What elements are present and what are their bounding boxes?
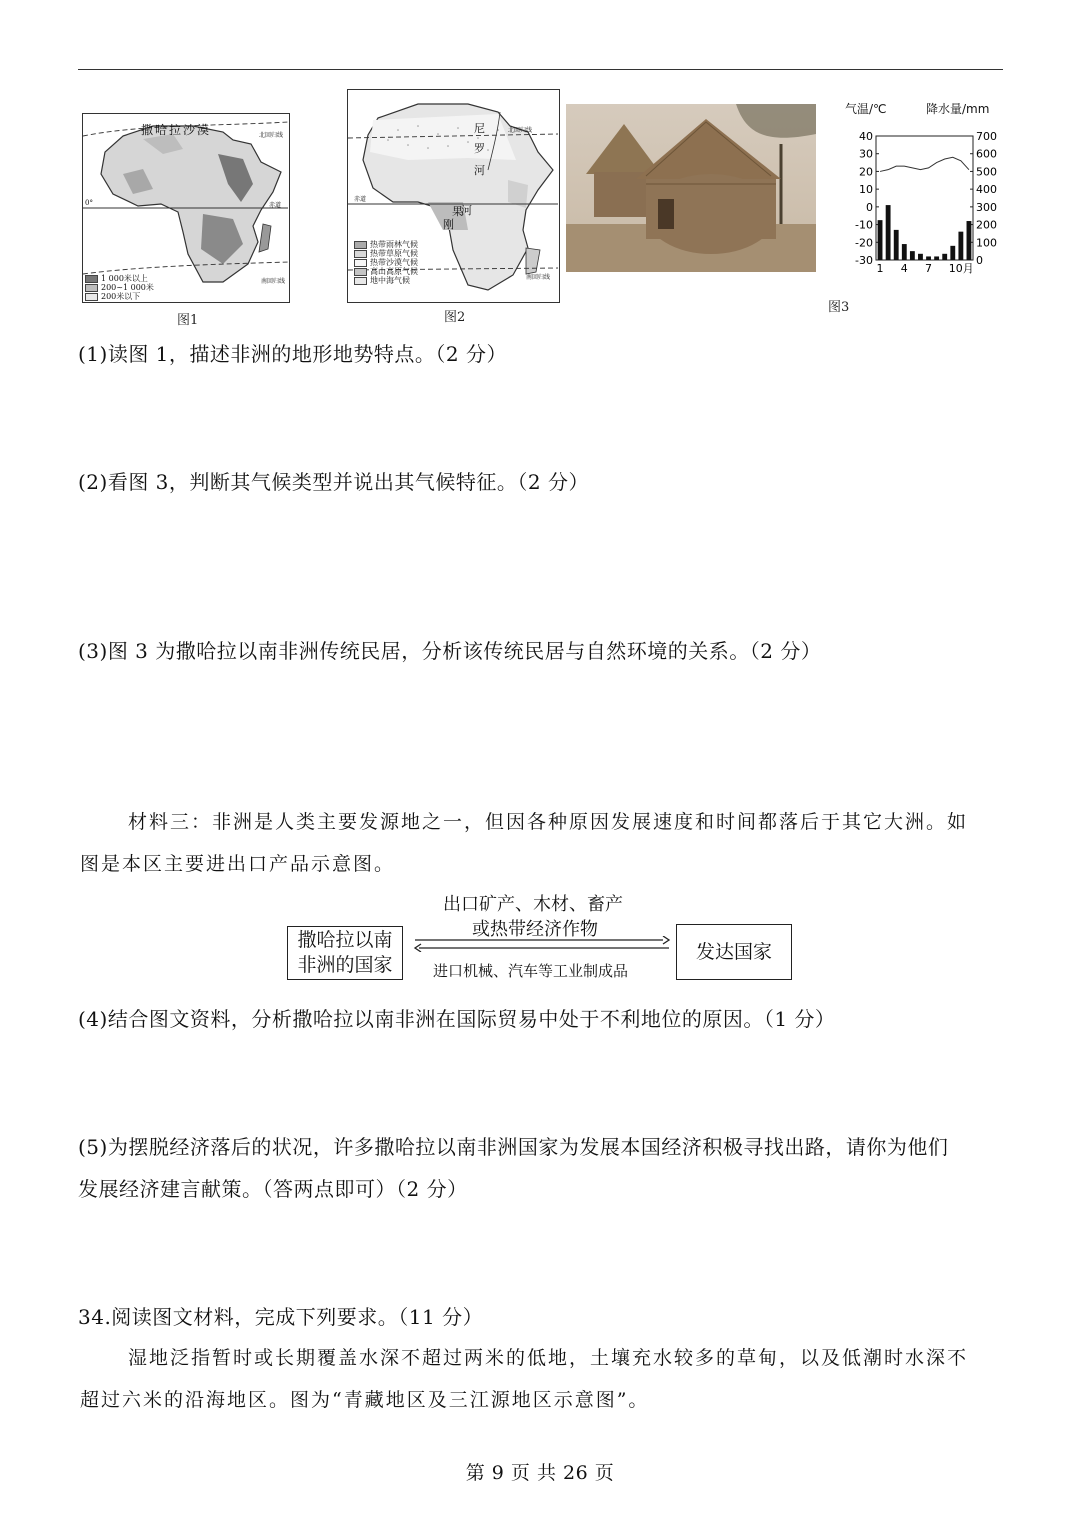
precip-bar xyxy=(886,205,891,260)
precip-bar xyxy=(910,251,915,260)
congo-char-3: 河 xyxy=(461,204,472,217)
left-box-line-1: 撒哈拉以南 xyxy=(297,929,393,951)
legend-swatch xyxy=(354,277,367,285)
fig2-legend-item xyxy=(354,267,418,276)
month-tick-label: 7 xyxy=(925,262,933,275)
legend-label: 热带草原气候 xyxy=(370,249,418,258)
legend-swatch xyxy=(354,259,367,267)
fig1-legend xyxy=(85,274,154,301)
export-label-line-2: 或热带经济作物 xyxy=(472,919,598,940)
figure-3-caption: 图3 xyxy=(828,300,850,315)
africa-relief-svg xyxy=(83,114,288,301)
figure-2-climate-map xyxy=(347,89,560,303)
material-3-line-1: 材料三：非洲是人类主要发源地之一，但因各种原因发展速度和时间都落后于其它大洲。如 xyxy=(128,811,969,833)
fig2-equator-label: 赤道 xyxy=(354,196,367,203)
legend-swatch xyxy=(354,250,367,258)
legend-label: 热带沙漠气候 xyxy=(370,258,418,267)
fig1-legend-item xyxy=(85,274,154,283)
legend-label: 1 000米以上 xyxy=(101,274,148,283)
precip-tick-label: 0 xyxy=(976,254,983,267)
precip-bar xyxy=(942,254,947,260)
precip-axis-title: 降水量/mm xyxy=(926,102,990,116)
temp-tick-label: 0 xyxy=(866,200,873,214)
figure-1-relief-map xyxy=(82,113,290,303)
nile-char-1: 尼 xyxy=(474,122,485,135)
import-label: 进口机械、汽车等工业制成品 xyxy=(433,962,629,980)
legend-label: 200米以下 xyxy=(101,292,141,301)
month-tick-label: 4 xyxy=(900,262,908,275)
temp-tick-label: 20 xyxy=(859,165,873,179)
climate-chart xyxy=(838,98,1013,278)
trade-flow-diagram xyxy=(285,886,795,982)
question-34-text-line-1: 湿地泛指暂时或长期覆盖水深不超过两米的低地，土壤充水较多的草甸，以及低潮时水深不 xyxy=(128,1347,969,1369)
legend-label: 地中海气候 xyxy=(370,276,410,285)
fig1-equator-label: 赤道 xyxy=(269,202,282,209)
fig1-tropic-capricorn-label: 南回归线 xyxy=(261,278,286,285)
nile-char-3: 河 xyxy=(474,164,485,177)
precip-tick-label: 300 xyxy=(976,200,997,214)
precip-bar xyxy=(967,221,972,260)
figure-2-caption: 图2 xyxy=(444,310,466,325)
fig2-legend-item xyxy=(354,276,418,285)
export-label-line-1: 出口矿产、木材、畜产 xyxy=(443,894,623,915)
temp-tick-label: -10 xyxy=(855,218,873,232)
fig1-zero-degree-label: 0° xyxy=(85,199,93,207)
sub-saharan-countries-box xyxy=(287,926,403,980)
precip-bar xyxy=(894,230,899,260)
question-5-line-1: (5)为摆脱经济落后的状况，许多撒哈拉以南非洲国家为发展本国经济积极寻找出路，请你为他们 xyxy=(78,1135,949,1159)
precip-tick-label: 200 xyxy=(976,218,997,232)
precip-tick-label: 700 xyxy=(976,130,997,143)
temp-tick-label: -30 xyxy=(855,254,873,267)
material-3-line-2: 图是本区主要进出口产品示意图。 xyxy=(80,853,396,875)
temp-tick-label: 10 xyxy=(859,183,873,197)
month-tick-label: 1 xyxy=(876,262,884,275)
legend-swatch xyxy=(85,284,98,292)
precip-bar xyxy=(926,256,931,260)
precip-bar xyxy=(934,256,939,260)
question-5-line-2: 发展经济建言献策。（答两点即可）（2 分） xyxy=(78,1177,468,1201)
legend-swatch xyxy=(85,293,98,301)
header-rule xyxy=(78,69,1003,70)
month-tick-label: 10月 xyxy=(948,262,974,275)
congo-char-2: 果 xyxy=(452,205,463,218)
temp-tick-label: 40 xyxy=(859,130,873,143)
fig2-legend xyxy=(354,240,418,285)
left-box-line-2: 非洲的国家 xyxy=(297,954,393,976)
legend-swatch xyxy=(85,275,98,283)
question-34-text-line-2: 超过六米的沿海地区。图为“青藏地区及三江源地区示意图”。 xyxy=(80,1389,650,1411)
fig2-legend-item xyxy=(354,240,418,249)
fig1-tropic-cancer-label: 北回归线 xyxy=(259,132,284,139)
nile-char-2: 罗 xyxy=(474,142,485,155)
figure-1-caption: 图1 xyxy=(177,313,199,328)
temp-tick-label: -20 xyxy=(855,236,873,250)
climate-chart-svg xyxy=(838,98,1013,278)
temp-tick-label: 30 xyxy=(859,147,873,161)
fig2-legend-item xyxy=(354,249,418,258)
precip-tick-label: 500 xyxy=(976,165,997,179)
legend-label: 200~1 000米 xyxy=(101,283,154,292)
question-3: (3)图 3 为撒哈拉以南非洲传统民居，分析该传统民居与自然环境的关系。（2 分） xyxy=(78,639,822,663)
precip-tick-label: 400 xyxy=(976,183,997,197)
fig1-legend-item xyxy=(85,283,154,292)
legend-label: 高山高原气候 xyxy=(370,267,418,276)
precip-bar xyxy=(918,254,923,260)
legend-label: 热带雨林气候 xyxy=(370,240,418,249)
fig2-tropic-cancer-label: 北回归线 xyxy=(508,127,533,134)
precip-bar xyxy=(958,232,963,260)
legend-swatch xyxy=(354,241,367,249)
legend-swatch xyxy=(354,268,367,276)
precip-bar xyxy=(878,220,883,260)
hut-illustration xyxy=(566,104,816,272)
question-1: (1)读图 1，描述非洲的地形地势特点。（2 分） xyxy=(78,342,507,366)
sahara-label: 撒哈拉沙漠 xyxy=(141,123,212,137)
traditional-hut-photo xyxy=(566,104,816,272)
precip-bar xyxy=(950,246,955,260)
developed-countries-box: 发达国家 xyxy=(676,924,792,980)
question-4: (4)结合图文资料，分析撒哈拉以南非洲在国际贸易中处于不利地位的原因。（1 分） xyxy=(78,1007,836,1031)
question-34: 34.阅读图文材料，完成下列要求。（11 分） xyxy=(78,1305,484,1329)
trade-arrows xyxy=(413,936,671,952)
precip-tick-label: 100 xyxy=(976,236,997,250)
congo-char-1: 刚 xyxy=(443,218,454,231)
fig2-legend-item xyxy=(354,258,418,267)
temperature-line xyxy=(880,157,969,171)
page-footer: 第 9 页 共 26 页 xyxy=(465,1462,615,1484)
fig2-tropic-capricorn-label: 南回归线 xyxy=(526,274,551,281)
precip-bar xyxy=(902,244,907,260)
question-2: (2)看图 3，判断其气候类型并说出其气候特征。（2 分） xyxy=(78,470,589,494)
temp-axis-title: 气温/℃ xyxy=(845,102,887,116)
fig1-legend-item xyxy=(85,292,154,301)
precip-tick-label: 600 xyxy=(976,147,997,161)
